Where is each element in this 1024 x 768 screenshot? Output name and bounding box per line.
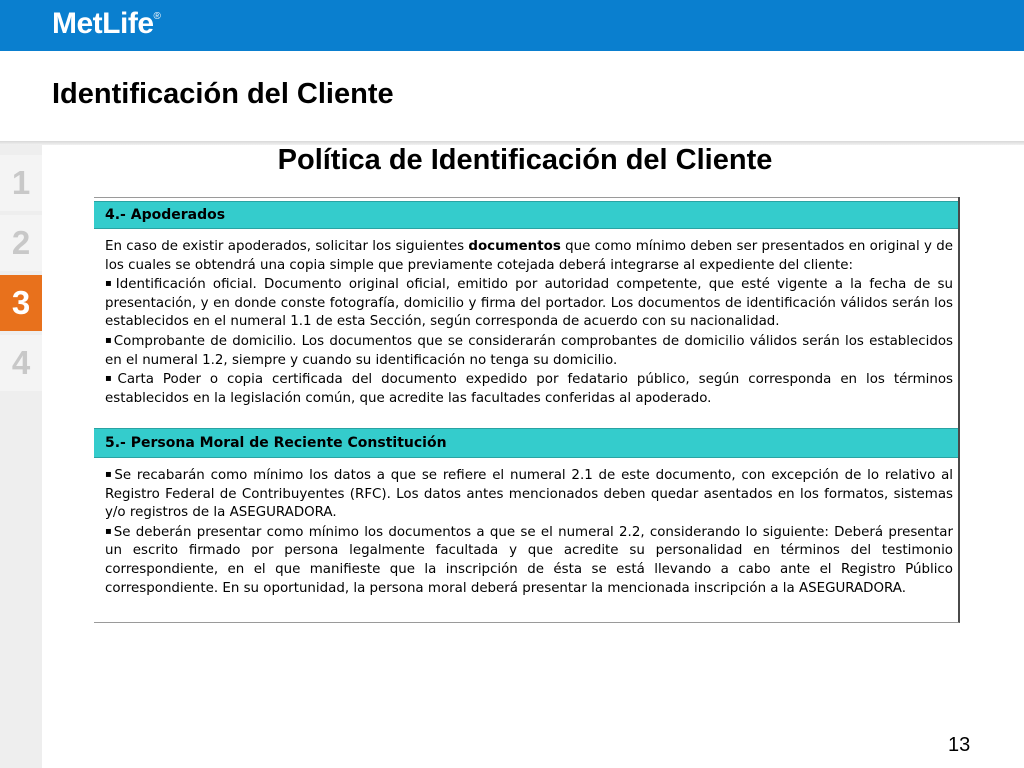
nav-item-4[interactable]: 4 [0,335,42,391]
page-number: 13 [948,734,971,756]
section-body-apoderados [105,238,953,408]
section-heading-apoderados: 4.- Apoderados [94,201,958,229]
nav-item-1[interactable]: 1 [0,155,42,211]
header-bar [0,0,1024,51]
nav-item-2[interactable]: 2 [0,215,42,271]
slide-title: Identificación del Cliente [52,78,394,110]
section-nav [0,145,42,768]
nav-item-3[interactable]: 3 [0,275,42,331]
section-body-persona-moral [105,466,953,598]
page-subtitle: Política de Identificación del Cliente [277,144,773,176]
list-item: ▪Comprobante de domicilio. Los documentos que se considerarán comprobantes de domicilio válidos serán los establecidos en el numeral 1.2, siempre y cuando su identificación no tenga su domicilio. [105,333,954,368]
policy-document [94,197,960,623]
metlife-logo: MetLife® [52,7,161,40]
list-item: ▪Se recabarán como mínimo los datos a que se refiere el numeral 2.1 de este documento, con excepción de lo relativo al Registro Federal de Contribuyentes (RFC). Los datos antes mencionados deben quedar asentados en los formatos, sistemas y/o registros de la ASEGURADORA. [105,468,954,521]
list-item: ▪Se deberán presentar como mínimo los documentos a que se el numeral 2.2, considerando lo siguiente: Deberá presentar un escrito firmado por persona legalmente facultada y que acredite su personalidad en términos del testimonio correspondiente, en el que manifieste que la inscripción de ésta se está llevando a cabo ante el Registro Público correspondiente. En su oportunidad, la persona moral deberá presentar la mencionada inscripción a la ASEGURADORA. [105,524,953,596]
list-item: ▪Carta Poder o copia certificada del documento expedido por fedatario público, según corresponda en los términos establecidos en la legislación común, que acredite las facultades conferidas al apoderado. [105,372,953,406]
section-intro: En caso de existir apoderados, solicitar los siguientes documentos que como mínimo deben ser presentados en original y de los cuales se obtendrá una copia simple que previamente cotejada deberá integrarse al expediente del cliente: [105,239,953,273]
list-item: ▪Identificación oficial. Documento original oficial, emitido por autoridad competente, que esté vigente a la fecha de su presentación, y en donde conste fotografía, domicilio y firma del portador. Los documentos de identificación válidos serán los establecidos en el numeral 1.1 de esta Sección, según corresponda de acuerdo con su nacionalidad. [105,277,954,330]
section-heading-persona-moral: 5.- Persona Moral de Reciente Constitución [94,428,958,458]
